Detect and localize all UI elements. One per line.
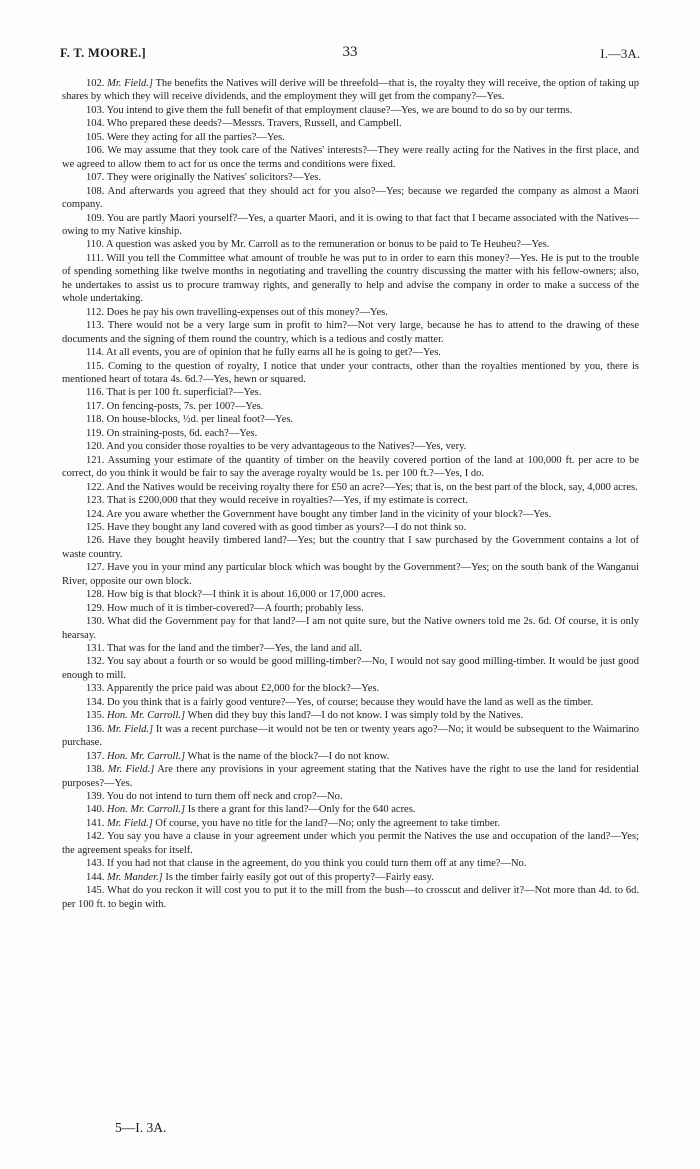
page-header <box>60 46 640 66</box>
evidence-body <box>62 77 639 911</box>
speaker-label: Hon. Mr. Carroll.] <box>107 804 186 816</box>
question-number: 121. <box>86 454 105 466</box>
question-answer-text: We may assume that they took care of the Natives' interests?—They were really acting for the Natives in the first place, and we agreed to allow them to act for us once the terms and conditions were fixed. <box>62 145 640 170</box>
question-number: 125. <box>86 521 105 533</box>
question-number: 142. <box>86 831 105 843</box>
question-number: 114. <box>86 347 104 359</box>
question-paragraph <box>62 817 639 830</box>
witness-name: F. T. MOORE.] <box>60 46 146 60</box>
question-number: 134. <box>86 696 105 708</box>
question-answer-text: On straining-posts, 6d. each?—Yes. <box>106 427 258 439</box>
question-paragraph <box>62 144 639 171</box>
question-paragraph <box>62 400 639 413</box>
question-number: 108. <box>86 185 105 197</box>
question-number: 103. <box>86 104 105 116</box>
speaker-label: Hon. Mr. Carroll.] <box>107 750 186 762</box>
question-answer-text: You say about a fourth or so would be good milling-timber?—No, I would not say good milling-timber. It would be just good enough to mill. <box>62 656 639 681</box>
question-answer-text: You say you have a clause in your agreement under which you permit the Natives the use and occupation of the land?—Yes; the agreement speaks for itself. <box>62 831 639 856</box>
page-number: 33 <box>342 44 358 60</box>
question-number: 113. <box>86 320 104 332</box>
question-number: 111. <box>86 252 104 264</box>
question-answer-text: It was a recent purchase—it would not be ten or twenty years ago?—No; it would be subsequent to the Waimarino purchase. <box>62 723 640 749</box>
question-answer-text: What did the Government pay for that land?—I am not quite sure, but the Native owners told me 2s. 6d. Of course, it is only hearsay. <box>62 616 640 641</box>
question-answer-text: A question was asked you by Mr. Carroll as to the remuneration or bonus to be paid to Te Heuheu?—Yes. <box>106 239 550 251</box>
question-number: 132. <box>86 656 105 668</box>
question-number: 112. <box>86 306 104 318</box>
question-paragraph <box>62 508 639 521</box>
question-answer-text: What do you reckon it will cost you to put it to the mill from the bush—to crosscut and deliver it?—Not more than 4d. to 6d. per 100 ft. to begin with. <box>62 885 640 910</box>
question-answer-text: Will you tell the Committee what amount of trouble he was put to in order to earn this money?—Yes. He is put to the trouble of spending something like twelve months in negotiating and travelling the country discussing the matter with his fellow-owners; also, he undertakes to assist us to procure tramway rights, and generally to help and advise the company in order to make a success of the whole undertaking. <box>62 252 639 305</box>
question-answer-text: At all events, you are of opinion that he fully earns all he is going to get?—Yes. <box>106 347 441 359</box>
question-paragraph <box>62 440 639 453</box>
question-number: 130. <box>86 616 105 628</box>
question-number: 123. <box>86 495 105 507</box>
question-number: 141. <box>86 817 105 829</box>
question-paragraph <box>62 131 639 144</box>
question-paragraph <box>62 238 639 251</box>
question-number: 127. <box>86 562 105 574</box>
question-number: 107. <box>86 172 105 184</box>
question-answer-text: That is £200,000 that they would receive in royalties?—Yes, if my estimate is correct. <box>106 495 468 507</box>
question-paragraph <box>62 642 639 655</box>
question-paragraph <box>62 750 639 763</box>
question-number: 145. <box>86 885 105 897</box>
paper-reference: I.—3A. <box>600 46 640 61</box>
question-paragraph <box>62 830 639 857</box>
question-paragraph <box>62 77 639 104</box>
question-answer-text: How big is that block?—I think it is about 16,000 or 17,000 acres. <box>107 589 386 601</box>
question-number: 116. <box>86 387 104 399</box>
question-number: 138. <box>86 764 105 776</box>
question-answer-text: You are partly Maori yourself?—Yes, a quarter Maori, and it is owing to that fact that I became associated with the Natives—owing to my Native kinship. <box>62 212 639 237</box>
question-answer-text: Have they bought any land covered with as good timber as yours?—I do not think so. <box>107 521 467 533</box>
question-paragraph <box>62 481 639 494</box>
question-answer-text: You do not intend to turn them off neck and crop?—No. <box>106 791 343 803</box>
question-answer-text: Apparently the price paid was about £2,000 for the block?—Yes. <box>106 683 380 695</box>
question-paragraph <box>62 319 639 346</box>
question-answer-text: There would not be a very large sum in profit to him?—Not very large, because he has to attend to the drawing of these documents and the signing of them round the country, which is a tedious and costly matter. <box>62 320 640 345</box>
question-number: 136. <box>86 723 105 735</box>
question-answer-text: If you had not that clause in the agreement, do you think you could turn them off at any time?—No. <box>107 858 527 870</box>
question-answer-text: Who prepared these deeds?—Messrs. Travers, Russell, and Campbell. <box>106 118 402 130</box>
question-answer-text: What is the name of the block?—I do not know. <box>187 750 390 762</box>
question-number: 139. <box>86 791 105 803</box>
question-answer-text: You intend to give them the full benefit of that employment clause?—Yes, we are bound to do so by our terms. <box>106 104 573 116</box>
question-answer-text: Have you in your mind any particular block which was bought by the Government?—Yes; on the south bank of the Wanganui River, opposite our own block. <box>62 562 640 587</box>
question-paragraph <box>62 871 639 884</box>
question-number: 118. <box>86 414 104 426</box>
question-paragraph <box>62 884 639 911</box>
question-number: 102. <box>86 78 105 89</box>
question-paragraph <box>62 413 639 426</box>
speaker-label: Mr. Field.] <box>107 764 155 776</box>
question-number: 115. <box>86 360 104 372</box>
question-answer-text: Are you aware whether the Government have bought any timber land in the vicinity of your block?—Yes. <box>106 508 552 520</box>
question-paragraph <box>62 682 639 695</box>
question-answer-text: And you consider those royalties to be very advantageous to the Natives?—Yes, very. <box>106 441 467 453</box>
question-paragraph <box>62 454 639 481</box>
question-answer-text: When did they buy this land?—I do not know. I was simply told by the Natives. <box>187 710 524 722</box>
question-answer-text: Coming to the question of royalty, I notice that under your contracts, other than the royalties mentioned by you, there is mentioned heart of totara 4s. 6d.?—Yes, hewn or squared. <box>62 360 639 385</box>
question-answer-text: They were originally the Natives' solicitors?—Yes. <box>106 172 322 184</box>
question-number: 119. <box>86 427 104 439</box>
question-answer-text: Were they acting for all the parties?—Yes. <box>106 131 285 143</box>
question-answer-text: On fencing-posts, 7s. per 100?—Yes. <box>106 400 264 412</box>
question-number: 140. <box>86 804 105 816</box>
question-paragraph <box>62 790 639 803</box>
question-answer-text: Do you think that is a fairly good venture?—Yes, of course; because they would have the land as well as the timber. <box>107 696 594 708</box>
question-number: 109. <box>86 212 105 224</box>
question-number: 128. <box>86 589 105 601</box>
question-answer-text: And the Natives would be receiving royalty there for £50 an acre?—Yes; that is, on the best part of the block, say, 4,000 acres. <box>106 481 638 493</box>
question-number: 117. <box>86 400 104 412</box>
question-number: 120. <box>86 441 105 453</box>
question-number: 129. <box>86 602 105 614</box>
question-number: 106. <box>86 145 105 157</box>
question-paragraph <box>62 803 639 816</box>
question-paragraph <box>62 104 639 117</box>
question-paragraph <box>62 709 639 722</box>
question-answer-text: Does he pay his own travelling-expenses out of this money?—Yes. <box>106 306 388 318</box>
question-answer-text: Is the timber fairly easily got out of this property?—Fairly easy. <box>165 871 434 883</box>
question-paragraph <box>62 696 639 709</box>
question-paragraph <box>62 561 639 588</box>
question-paragraph <box>62 386 639 399</box>
question-paragraph <box>62 252 639 306</box>
question-paragraph <box>62 494 639 507</box>
question-paragraph <box>62 857 639 870</box>
question-paragraph <box>62 306 639 319</box>
question-number: 131. <box>86 643 105 655</box>
question-number: 144. <box>86 871 105 883</box>
question-paragraph <box>62 602 639 615</box>
speaker-label: Mr. Field.] <box>107 723 154 735</box>
question-answer-text: Are there any provisions in your agreement stating that the Natives have the right to use the land for residential purposes?—Yes. <box>62 764 640 789</box>
question-answer-text: Have they bought heavily timbered land?—Yes; but the country that I saw purchased by the Government contains a lot of waste country. <box>62 535 640 560</box>
question-paragraph <box>62 171 639 184</box>
question-paragraph <box>62 346 639 359</box>
question-answer-text: That was for the land and the timber?—Yes, the land and all. <box>106 643 363 655</box>
question-number: 124. <box>86 508 105 520</box>
question-number: 122. <box>86 481 105 493</box>
question-answer-text: Of course, you have no title for the land?—No; only the agreement to take timber. <box>155 817 501 829</box>
question-paragraph <box>62 185 639 212</box>
question-paragraph <box>62 588 639 601</box>
question-number: 133. <box>86 683 105 695</box>
question-number: 135. <box>86 710 105 722</box>
question-answer-text: How much of it is timber-covered?—A fourth; probably less. <box>107 602 364 614</box>
question-paragraph <box>62 521 639 534</box>
question-number: 126. <box>86 535 105 547</box>
speaker-label: Hon. Mr. Carroll.] <box>107 710 186 722</box>
question-number: 104. <box>86 118 105 130</box>
question-answer-text: Is there a grant for this land?—Only for the 640 acres. <box>187 804 416 816</box>
question-number: 143. <box>86 858 105 870</box>
question-paragraph <box>62 615 639 642</box>
question-paragraph <box>62 360 639 387</box>
question-answer-text: That is per 100 ft. superficial?—Yes. <box>106 387 262 399</box>
signature-mark: 5—I. 3A. <box>115 1120 167 1135</box>
question-answer-text: On house-blocks, ½d. per lineal foot?—Yes. <box>106 414 294 426</box>
question-paragraph <box>62 723 639 750</box>
question-number: 137. <box>86 750 105 762</box>
question-answer-text: Assuming your estimate of the quantity of timber on the heavily covered portion of the land at 100,000 ft. per acre to be correct, do you think it would be fair to say the average royalty would be 1s. per 100 ft.?—Yes, I do. <box>62 454 639 480</box>
question-paragraph <box>62 212 639 239</box>
speaker-label: Mr. Mander.] <box>107 871 163 883</box>
question-paragraph <box>62 427 639 440</box>
question-number: 110. <box>86 239 104 251</box>
question-number: 105. <box>86 131 105 143</box>
question-paragraph <box>62 655 639 682</box>
question-paragraph <box>62 117 639 130</box>
question-answer-text: And afterwards you agreed that they should act for you also?—Yes; because we regarded the company as almost a Maori company. <box>62 185 639 211</box>
question-paragraph <box>62 534 639 561</box>
question-answer-text: The benefits the Natives will derive will be threefold—that is, the royalty they will receive, the option of taking up shares by which they will receive dividends, and the employment they will get from the company?—Yes. <box>62 78 639 103</box>
question-paragraph <box>62 763 639 790</box>
speaker-label: Mr. Field.] <box>107 78 153 89</box>
speaker-label: Mr. Field.] <box>107 817 153 829</box>
